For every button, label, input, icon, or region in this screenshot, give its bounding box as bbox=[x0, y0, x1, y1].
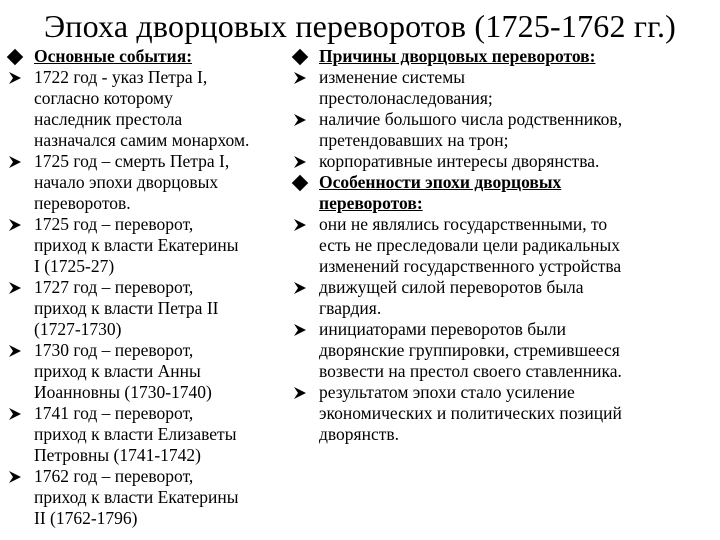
list-item-line: дворянские группировки, стремившееся bbox=[319, 340, 620, 360]
list-item-line: приход к власти Екатерины bbox=[34, 235, 239, 255]
list-item-text bbox=[34, 466, 239, 529]
features-list bbox=[293, 214, 717, 445]
list-item-line: изменений государственного устройства bbox=[319, 256, 622, 276]
features-heading-row bbox=[293, 172, 717, 214]
causes-heading: Причины дворцовых переворотов: bbox=[319, 46, 596, 66]
left-heading-row bbox=[8, 46, 280, 67]
list-item-line: (1727-1730) bbox=[34, 319, 122, 339]
arrowhead-icon bbox=[293, 151, 319, 172]
list-item-line: они не являлись государственными, то bbox=[319, 214, 608, 234]
list-item-text bbox=[34, 277, 218, 340]
list-item-line: наследник престола bbox=[34, 109, 183, 129]
list-item-line: движущей силой переворотов была bbox=[319, 277, 584, 297]
list-item bbox=[8, 67, 280, 151]
list-item-text bbox=[319, 382, 622, 445]
list-item-text bbox=[319, 214, 621, 277]
features-heading-line: переворотов: bbox=[319, 193, 423, 213]
slide-title: Эпоха дворцовых переворотов (1725-1762 гг.) bbox=[43, 8, 677, 44]
list-item-line: корпоративные интересы дворянства. bbox=[319, 151, 600, 171]
list-item-text bbox=[319, 109, 622, 151]
list-item bbox=[8, 151, 280, 214]
list-item-line: II (1762-1796) bbox=[34, 508, 138, 528]
list-item-text bbox=[34, 340, 212, 403]
list-item bbox=[293, 151, 717, 172]
arrowhead-icon bbox=[8, 403, 34, 424]
right-column bbox=[293, 46, 717, 445]
list-item bbox=[8, 277, 280, 340]
list-item-line: начало эпохи дворцовых bbox=[34, 172, 219, 192]
list-item-line: Иоанновны (1730-1740) bbox=[34, 382, 212, 402]
list-item-line: назначался самим монархом. bbox=[34, 130, 250, 150]
list-item-text bbox=[319, 151, 599, 172]
list-item-line: приход к власти Елизаветы bbox=[34, 424, 237, 444]
four-diamond-icon bbox=[8, 46, 34, 67]
causes-heading-row bbox=[293, 46, 717, 67]
list-item-line: наличие большого числа родственников, bbox=[319, 109, 623, 129]
list-item-line: 1727 год – переворот, bbox=[34, 277, 194, 297]
arrowhead-icon bbox=[293, 214, 319, 235]
list-item-line: экономических и политических позиций bbox=[319, 403, 622, 423]
list-item-line: 1730 год – переворот, bbox=[34, 340, 194, 360]
list-item bbox=[8, 340, 280, 403]
four-diamond-icon bbox=[293, 172, 319, 193]
list-item bbox=[293, 382, 717, 445]
list-item-line: 1722 год - указ Петра I, bbox=[34, 67, 208, 87]
list-item-line: есть не преследовали цели радикальных bbox=[319, 235, 621, 255]
list-item-line: приход к власти Екатерины bbox=[34, 487, 239, 507]
list-item bbox=[293, 109, 717, 151]
list-item-line: дворянств. bbox=[319, 424, 400, 444]
list-item bbox=[293, 67, 717, 109]
arrowhead-icon bbox=[8, 67, 34, 88]
list-item-line: Петровны (1741-1742) bbox=[34, 445, 202, 465]
list-item-line: 1762 год – переворот, bbox=[34, 466, 194, 486]
list-item-line: изменение системы bbox=[319, 67, 466, 87]
list-item bbox=[8, 214, 280, 277]
list-item-line: гвардия. bbox=[319, 298, 382, 318]
features-heading-line: Особенности эпохи дворцовых bbox=[319, 172, 562, 192]
left-column bbox=[8, 46, 280, 529]
arrowhead-icon bbox=[8, 340, 34, 361]
list-item bbox=[293, 214, 717, 277]
list-item-line: приход к власти Петра II bbox=[34, 298, 219, 318]
list-item-line: результатом эпохи стало усиление bbox=[319, 382, 575, 402]
list-item bbox=[8, 403, 280, 466]
four-diamond-icon bbox=[293, 46, 319, 67]
list-item-line: 1725 год – смерть Петра I, bbox=[34, 151, 230, 171]
list-item-text bbox=[34, 151, 229, 214]
features-heading bbox=[319, 172, 561, 214]
events-list bbox=[8, 67, 280, 529]
list-item-line: переворотов. bbox=[34, 193, 131, 213]
list-item-line: 1725 год – переворот, bbox=[34, 214, 194, 234]
arrowhead-icon bbox=[293, 67, 319, 88]
list-item-text bbox=[34, 214, 239, 277]
arrowhead-icon bbox=[8, 277, 34, 298]
arrowhead-icon bbox=[293, 382, 319, 403]
arrowhead-icon bbox=[8, 214, 34, 235]
list-item-text bbox=[319, 67, 493, 109]
list-item-line: приход к власти Анны bbox=[34, 361, 201, 381]
list-item bbox=[293, 277, 717, 319]
list-item-text bbox=[34, 403, 236, 466]
list-item-line: престолонаследования; bbox=[319, 88, 493, 108]
arrowhead-icon bbox=[8, 151, 34, 172]
list-item-text bbox=[319, 277, 584, 319]
causes-list bbox=[293, 67, 717, 172]
list-item bbox=[8, 466, 280, 529]
arrowhead-icon bbox=[293, 109, 319, 130]
arrowhead-icon bbox=[293, 319, 319, 340]
events-heading: Основные события: bbox=[34, 46, 193, 66]
arrowhead-icon bbox=[293, 277, 319, 298]
list-item-text bbox=[34, 67, 249, 151]
list-item-text bbox=[319, 319, 622, 382]
list-item-line: претендовавших на трон; bbox=[319, 130, 509, 150]
list-item-line: инициаторами переворотов были bbox=[319, 319, 567, 339]
list-item-line: возвести на престол своего ставленника. bbox=[319, 361, 622, 381]
list-item bbox=[293, 319, 717, 382]
list-item-line: 1741 год – переворот, bbox=[34, 403, 194, 423]
arrowhead-icon bbox=[8, 466, 34, 487]
list-item-line: I (1725-27) bbox=[34, 256, 115, 276]
list-item-line: согласно которому bbox=[34, 88, 173, 108]
